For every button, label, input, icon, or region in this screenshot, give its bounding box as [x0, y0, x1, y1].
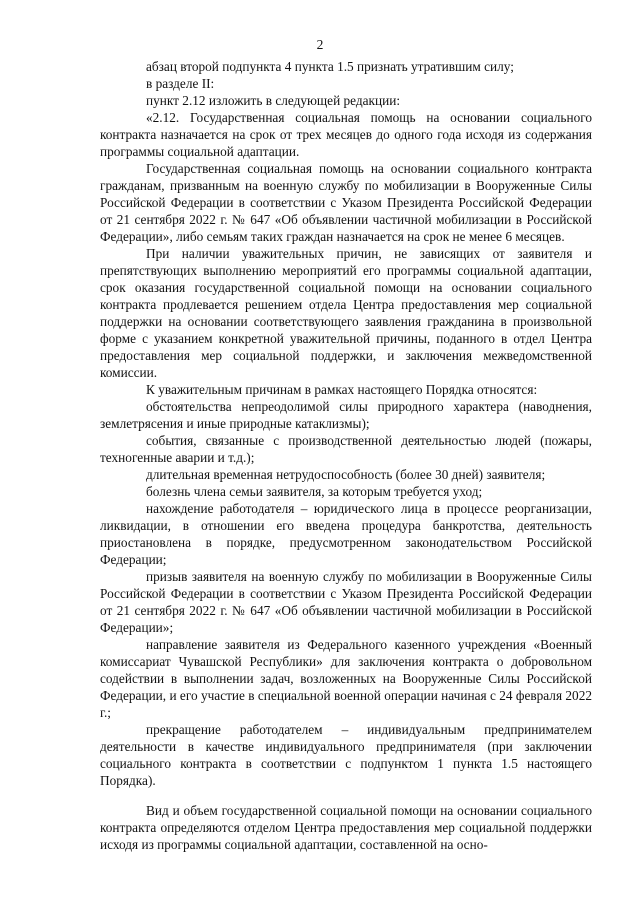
paragraph: «2.12. Государственная социальная помощь на основании социального контракта назначается на срок от трех месяцев до одного года исходя из содержания программы социальной адаптации. — [100, 110, 592, 159]
document-body — [100, 58, 592, 853]
paragraph: направление заявителя из Федерального казенного учреждения «Военный комиссариат Чувашской Республики» для заключения контракта о добровольном содействии в выполнении задач, возложенных на Вооруженные Силы Российской Федерации, и его участие в специальной военной операции начиная с 24 февраля 2022 г.; — [100, 637, 592, 720]
paragraph: При наличии уважительных причин, не зависящих от заявителя и препятствующих выполнению мероприятий его программы социальной адаптации, срок оказания государственной социальной помощи на основании социального контракта продлевается решением отдела Центра предоставления мер социальной поддержки на основании соответствующего заявления гражданина в произвольной форме с указанием конкретной уважительной причины, поданного в отдел Центра предоставления мер социальной поддержки, и заключения межведомственной комиссии. — [100, 246, 592, 380]
paragraph: нахождение работодателя – юридического лица в процессе реорганизации, ликвидации, в отношении его введена процедура банкротства, деятельность приостановлена в порядке, предусмотренном законодательством Российской Федерации; — [100, 501, 592, 567]
paragraph: пункт 2.12 изложить в следующей редакции: — [146, 93, 401, 108]
paragraph: прекращение работодателем – индивидуальным предпринимателем деятельности в качестве индивидуального предпринимателя (при заключении социального контракта в соответствии с подпунктом 1 пункта 1.5 настоящего Порядка). — [100, 722, 592, 788]
paragraph: абзац второй подпункта 4 пункта 1.5 признать утратившим силу; — [146, 59, 514, 74]
paragraph: призыв заявителя на военную службу по мобилизации в Вооруженные Силы Российской Федерации в соответствии с Указом Президента Российской Федерации от 21 сентября 2022 г. № 647 «Об объявлении частичной мобилизации в Российской Федерации»; — [100, 569, 592, 635]
paragraph: болезнь члена семьи заявителя, за которым требуется уход; — [146, 484, 483, 499]
paragraph: Вид и объем государственной социальной помощи на основании социального контракта определяются отделом Центра предоставления мер социальной поддержки исходя из программы социальной адаптации, составленной на осно- — [100, 803, 592, 852]
paragraph: длительная временная нетрудоспособность (более 30 дней) заявителя; — [146, 467, 546, 482]
paragraph: события, связанные с производственной деятельностью людей (пожары, техногенные аварии и т.д.); — [100, 433, 592, 465]
paragraph: обстоятельства непреодолимой силы природного характера (наводнения, землетрясения и иные природные катаклизмы); — [100, 399, 592, 431]
paragraph: в разделе II: — [146, 76, 215, 91]
page-number: 2 — [316, 37, 324, 52]
paragraph: Государственная социальная помощь на основании социального контракта гражданам, призванным на военную службу по мобилизации в Вооруженные Силы Российской Федерации в соответствии с Указом Президента Российской Федерации от 21 сентября 2022 г. № 647 «Об объявлении частичной мобилизации в Российской Федерации», либо семьям таких граждан назначается на срок не менее 6 месяцев. — [100, 161, 592, 244]
paragraph: К уважительным причинам в рамках настоящего Порядка относятся: — [146, 382, 538, 397]
